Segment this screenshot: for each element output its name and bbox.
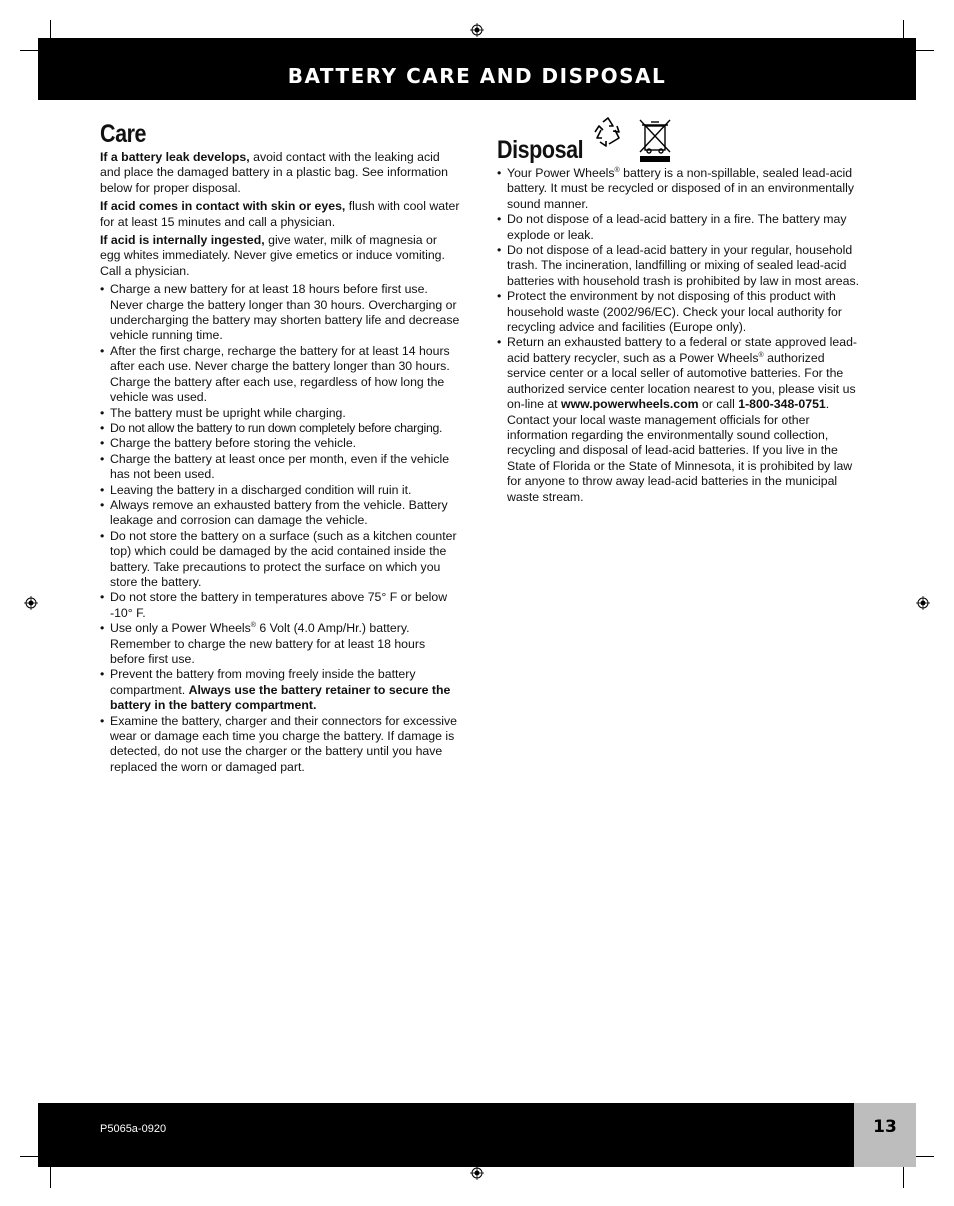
list-item bbox=[497, 166, 859, 212]
list-item: • Examine the battery, charger and their connectors for excessive wear or damage each time you charge the battery. If damage is detected, do not use the charger or the battery until you have replaced the worn or damaged part. bbox=[100, 714, 460, 776]
registered-mark: ® bbox=[614, 166, 620, 174]
care-paragraph-text: flush with cool water for at least 15 minutes and call a physician. bbox=[100, 199, 460, 229]
recycle-icon bbox=[591, 116, 625, 150]
care-paragraph-skin bbox=[100, 199, 460, 230]
list-item: • Do not dispose of a lead-acid battery in your regular, household trash. The incineration, landfilling or mixing of sealed lead-acid batteries with household trash is prohibited by law in most areas. bbox=[497, 243, 859, 289]
care-paragraph-ingested bbox=[100, 233, 460, 279]
registered-mark: ® bbox=[758, 351, 764, 359]
phone-number: 1-800-348-0751 bbox=[738, 397, 826, 412]
list-item bbox=[497, 335, 859, 504]
bullet-text: Use only a Power Wheels bbox=[110, 621, 251, 636]
care-paragraph-leak bbox=[100, 150, 460, 196]
bullet-text: authorized service center or a local seller of automotive batteries. For the authorized service center location nearest to you, please visit us on-line at bbox=[507, 350, 856, 412]
list-item bbox=[100, 667, 460, 713]
bullet-text: Return an exhausted battery to a federal or state approved lead-acid battery recycler, such as a Power Wheels bbox=[507, 335, 857, 365]
list-item: • Leaving the battery in a discharged condition will ruin it. bbox=[100, 483, 460, 498]
care-section bbox=[100, 120, 460, 775]
bullet-text: 6 Volt (4.0 Amp/Hr.) battery. Remember to charge the new battery for at least 18 hours before first use. bbox=[110, 621, 426, 666]
care-heading: Care bbox=[100, 120, 147, 148]
list-item: • Do not allow the battery to run down completely before charging. bbox=[100, 421, 460, 436]
list-item: • Charge the battery at least once per month, even if the vehicle has not been used. bbox=[100, 452, 460, 483]
page-number: 13 bbox=[873, 1117, 897, 1137]
care-bullet-list bbox=[100, 282, 460, 775]
bullet-bold-text: Always use the battery retainer to secure the battery in the battery compartment. bbox=[110, 682, 451, 713]
list-item: • Protect the environment by not disposing of this product with household waste (2002/96/EC). Check your local authority for recycling advice and facilities (Europe only). bbox=[497, 289, 859, 335]
page-title: BATTERY CARE AND DISPOSAL bbox=[287, 64, 667, 88]
crossed-out-bin-icon bbox=[637, 118, 673, 164]
disposal-heading: Disposal bbox=[497, 136, 584, 164]
bullet-text: . Contact your local waste management officials for other information regarding the environmentally sound collection, recycling and disposal of lead-acid batteries. If you live in the State of Florida or the State of Minnesota, it is prohibited by law for anyone to throw away lead-acid batteries in the municipal waste stream. bbox=[507, 397, 853, 504]
registration-mark-icon bbox=[916, 596, 930, 610]
header-bar bbox=[38, 38, 916, 100]
bullet-text: Your Power Wheels bbox=[507, 166, 615, 180]
bullet-text: Prevent the battery from moving freely inside the battery compartment. bbox=[110, 667, 416, 697]
list-item: • Do not dispose of a lead-acid battery in a fire. The battery may explode or leak. bbox=[497, 212, 859, 243]
list-item: • The battery must be upright while charging. bbox=[100, 406, 460, 421]
bullet-text: battery is a non-spillable, sealed lead-acid battery. It must be recycled or disposed of in an environmentally sound manner. bbox=[507, 166, 854, 211]
care-paragraph-lead: If a battery leak develops, bbox=[100, 150, 250, 164]
list-item: • Charge a new battery for at least 18 hours before first use. Never charge the battery longer than 30 hours. Overcharging or undercharging the battery may shorten battery life and decrease vehicle running time. bbox=[100, 282, 460, 344]
disposal-header bbox=[497, 116, 859, 164]
list-item: • Always remove an exhausted battery from the vehicle. Battery leakage and corrosion can damage the vehicle. bbox=[100, 498, 460, 529]
care-paragraph-lead: If acid comes in contact with skin or eyes, bbox=[100, 199, 346, 214]
list-item: • Do not store the battery on a surface (such as a kitchen counter top) which could be damaged by the acid contained inside the battery. Take precautions to protect the surface on which you store the battery. bbox=[100, 529, 460, 591]
care-paragraph-text: give water, milk of magnesia or egg whites immediately. Never give emetics or induce vomiting. Call a physician. bbox=[100, 233, 445, 278]
list-item: • After the first charge, recharge the battery for at least 14 hours after each use. Never charge the battery longer than 30 hours. Charge the battery after each use, regardless of how long the vehicle was used. bbox=[100, 344, 460, 406]
list-item: • Do not store the battery in temperatures above 75° F or below -10° F. bbox=[100, 590, 460, 621]
disposal-bullet-list bbox=[497, 166, 859, 505]
website-link[interactable]: www.powerwheels.com bbox=[561, 397, 699, 412]
page-number-box bbox=[854, 1103, 916, 1167]
registered-mark: ® bbox=[250, 622, 256, 630]
registration-mark-icon bbox=[24, 596, 38, 610]
registration-mark-icon bbox=[470, 1166, 484, 1180]
bullet-text: or call bbox=[698, 397, 739, 412]
list-item bbox=[100, 621, 460, 667]
list-item: • Charge the battery before storing the vehicle. bbox=[100, 436, 460, 451]
care-paragraph-text: avoid contact with the leaking acid and place the damaged battery in a plastic bag. See information below for proper disposal. bbox=[100, 150, 448, 195]
footer-bar bbox=[38, 1103, 854, 1167]
document-code: P5065a-0920 bbox=[100, 1123, 167, 1135]
disposal-section bbox=[497, 116, 859, 505]
registration-mark-icon bbox=[470, 23, 484, 37]
care-paragraph-lead: If acid is internally ingested, bbox=[100, 233, 265, 248]
